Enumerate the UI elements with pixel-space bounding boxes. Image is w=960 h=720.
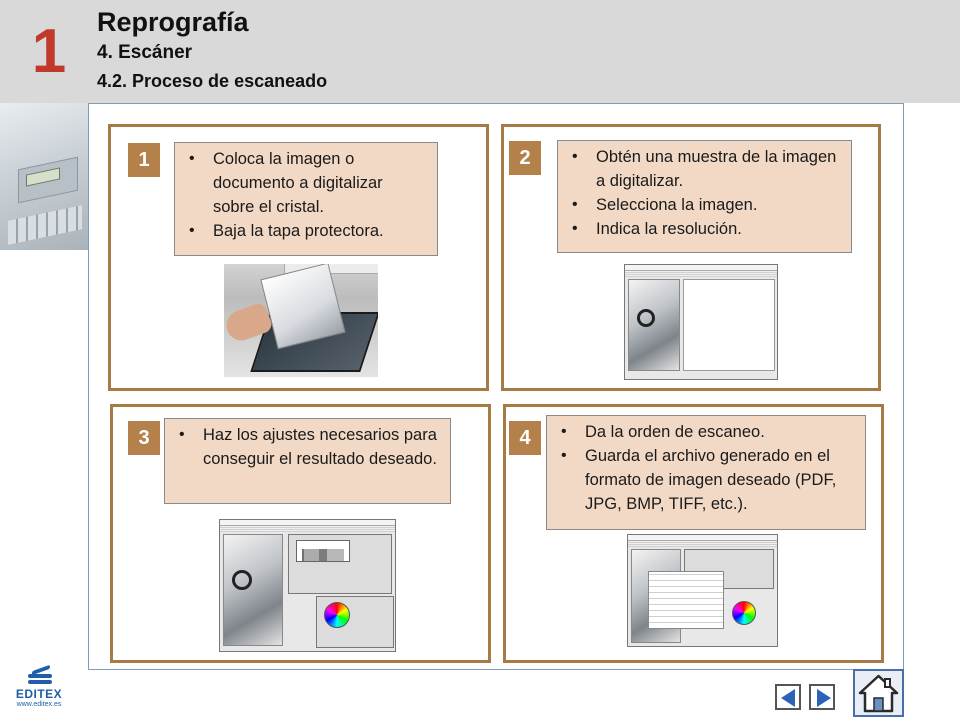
section-title: 4. Escáner: [97, 42, 193, 63]
title-block: [97, 6, 327, 94]
step-1-badge: 1: [128, 143, 160, 177]
step-4-badge: 4: [509, 421, 541, 455]
save-screenshot: [627, 534, 778, 647]
next-button[interactable]: [809, 684, 835, 710]
logo-word: EDITEX: [15, 687, 63, 701]
step-2-item: • Selecciona la imagen.: [558, 193, 841, 217]
scanner-photo: [224, 264, 378, 377]
copier-photo: [0, 103, 88, 250]
editex-logo: [10, 668, 68, 712]
previous-button[interactable]: [775, 684, 801, 710]
header-bar: [0, 0, 960, 103]
step-3-callout: [164, 418, 451, 504]
triangle-left-icon: [781, 689, 795, 707]
step-2-badge: 2: [509, 141, 541, 175]
step-3-item: • Haz los ajustes necesarios para conseguir el resultado deseado.: [165, 423, 440, 471]
home-button[interactable]: [853, 669, 904, 717]
step-4-item: • Da la orden de escaneo.: [547, 420, 855, 444]
step-2-item: • Obtén una muestra de la imagen a digitalizar.: [558, 145, 841, 193]
step-4-callout: [546, 415, 866, 530]
editex-logo-icon: [28, 668, 52, 686]
triangle-right-icon: [817, 689, 831, 707]
preview-screenshot: [624, 264, 778, 380]
home-icon: [855, 671, 902, 715]
step-1-item: • Coloca la imagen o documento a digitalizar sobre el cristal.: [175, 147, 427, 219]
step-1-item: • Baja la tapa protectora.: [175, 219, 427, 243]
step-2-callout: [557, 140, 852, 253]
subsection-title: 4.2. Proceso de escaneado: [97, 71, 328, 91]
step-1-callout: [174, 142, 438, 256]
step-3-badge: 3: [128, 421, 160, 455]
adjustments-screenshot: [219, 519, 396, 652]
step-2-item: • Indica la resolución.: [558, 217, 841, 241]
page-title: Reprografía: [97, 7, 249, 37]
chapter-number: 1: [31, 17, 67, 86]
logo-url: www.editex.es: [16, 701, 62, 708]
step-4-item: • Guarda el archivo generado en el formato de imagen deseado (PDF, JPG, BMP, TIFF, etc.).: [547, 444, 855, 516]
